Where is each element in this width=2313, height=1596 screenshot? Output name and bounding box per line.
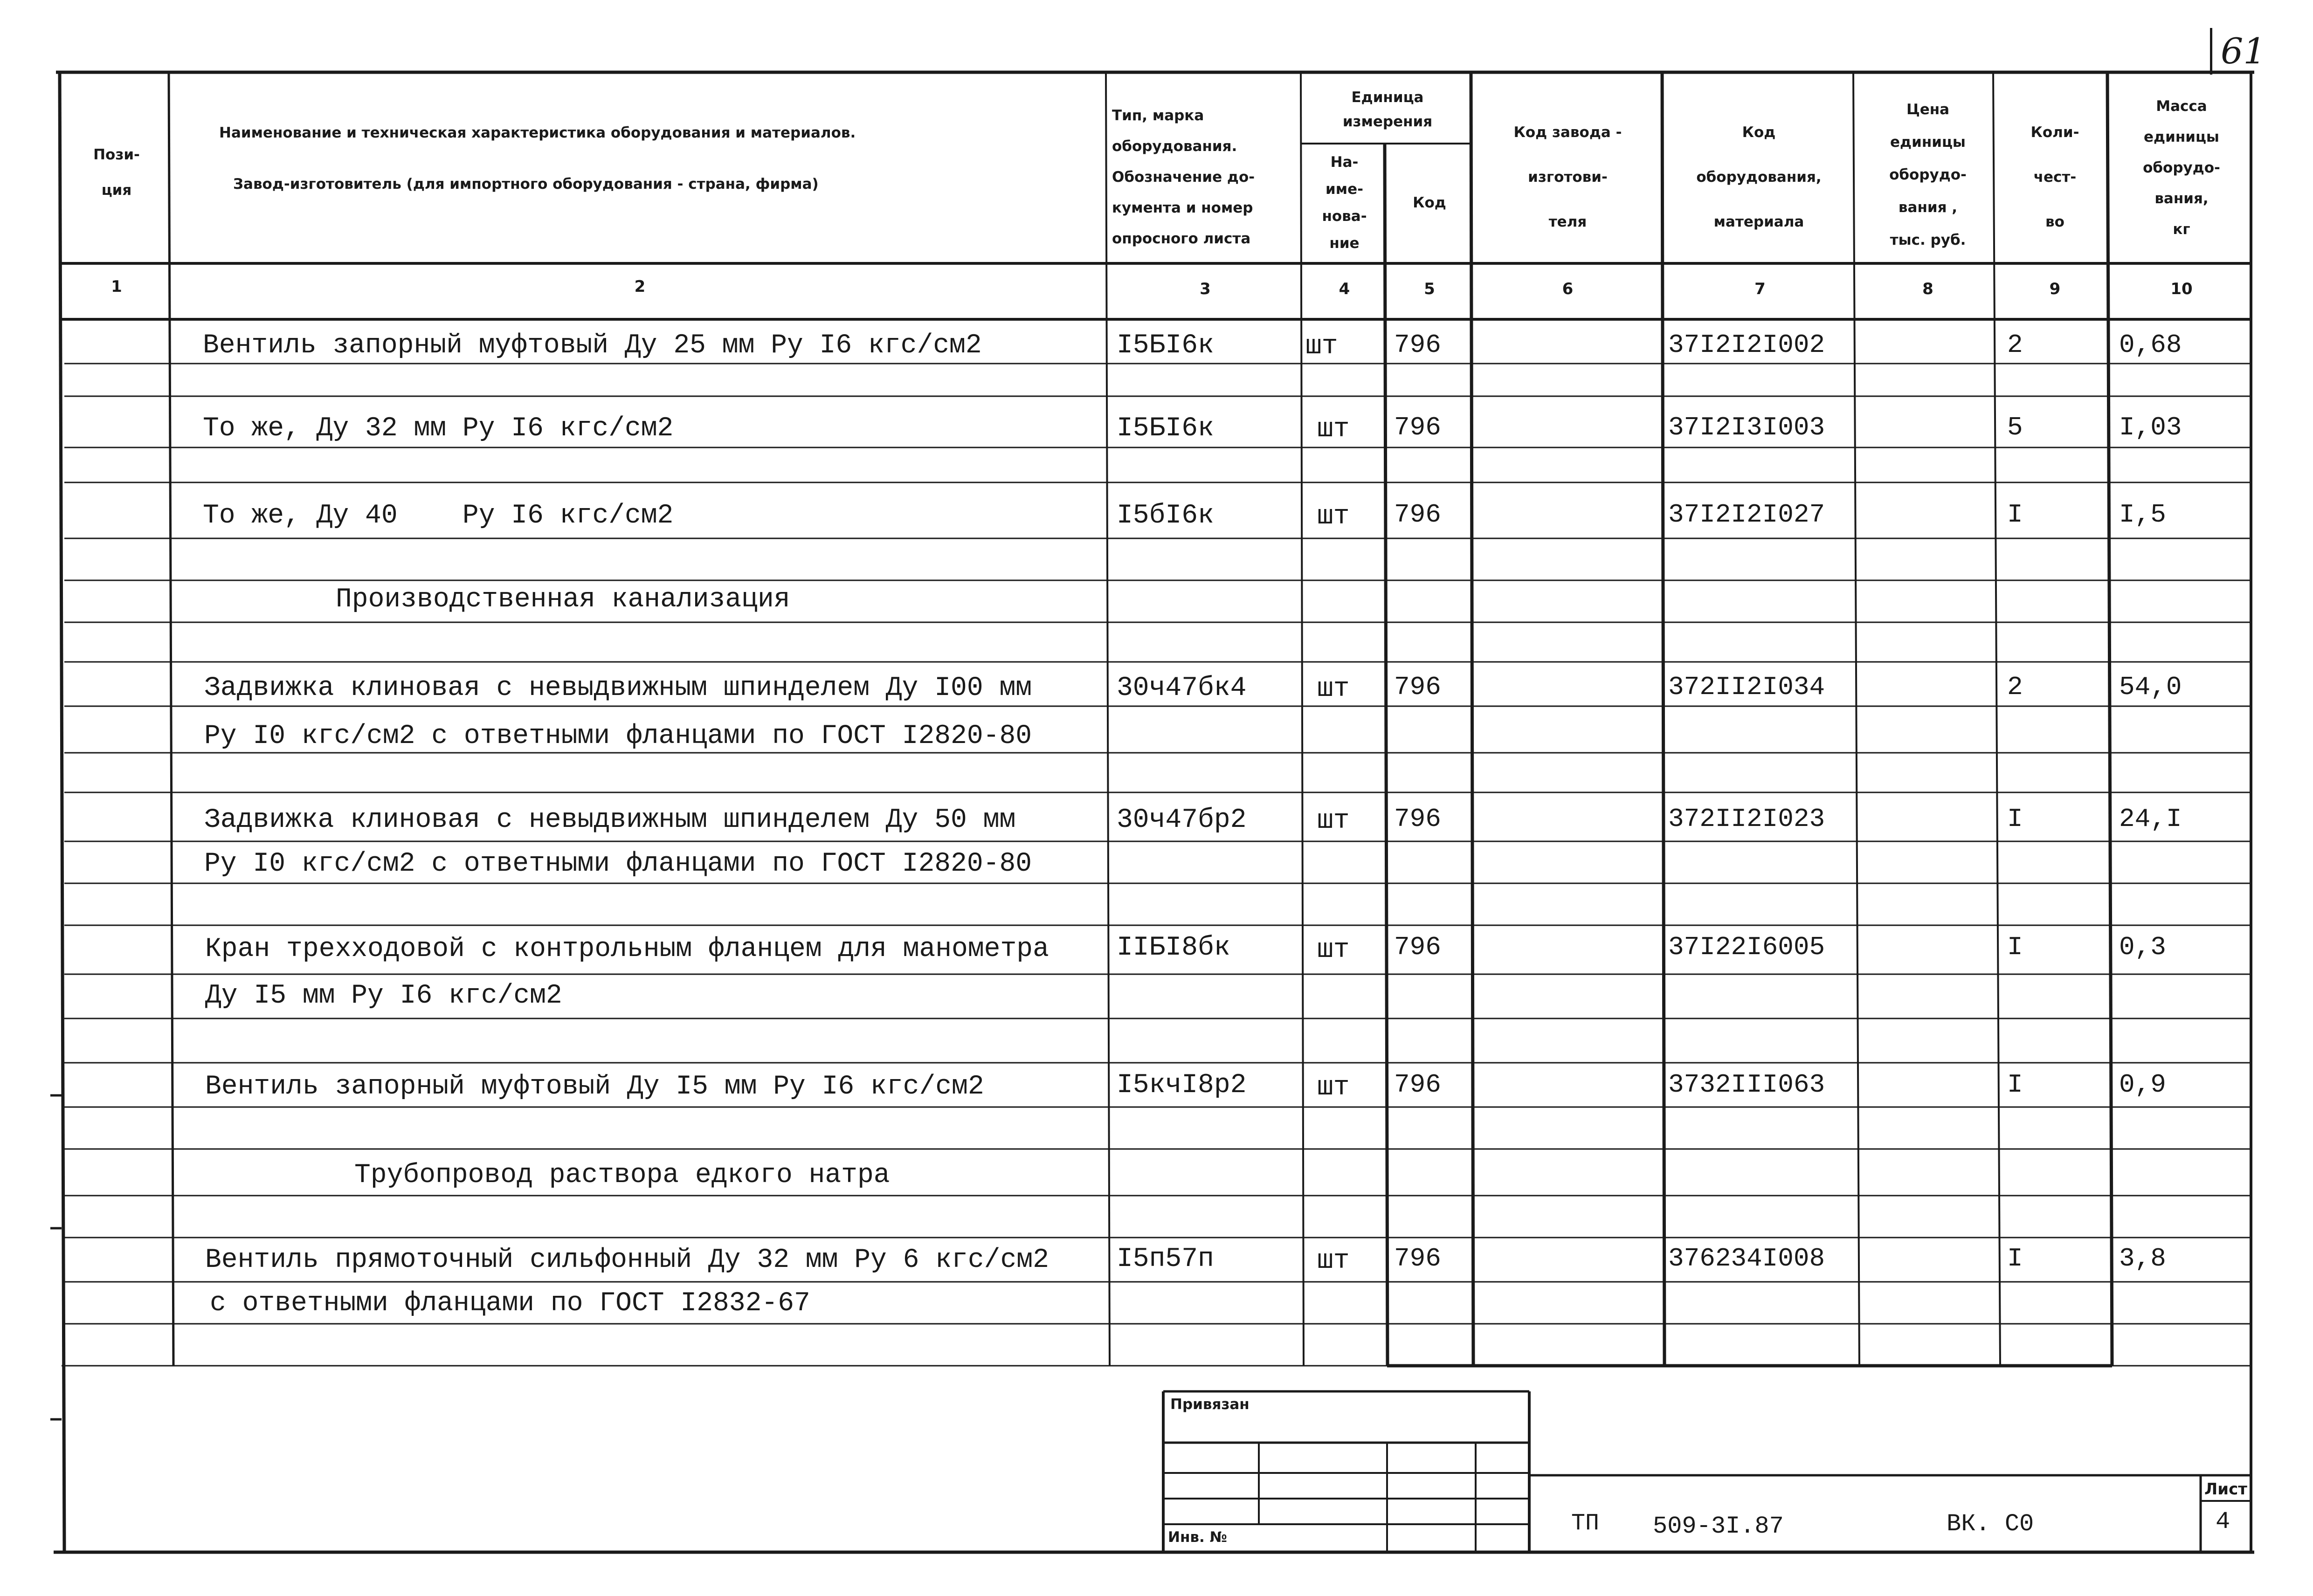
header-name-line2: Завод-изготовитель (для импортного оборудования - страна, фирма) <box>233 176 819 193</box>
table-row-quantity: I <box>2007 804 2023 834</box>
table-row-equipment-code: 372II2I034 <box>1668 672 1825 702</box>
colno-1: 1 <box>111 277 122 296</box>
table-row-unit: шт <box>1317 414 1350 445</box>
section-heading: Трубопровод раствора едкого натра <box>354 1160 890 1190</box>
table-row-unit-code: 796 <box>1394 804 1441 834</box>
table-row-quantity: 2 <box>2007 672 2023 702</box>
table-row-unit-code: 796 <box>1394 330 1441 360</box>
table-row-unit: шт <box>1317 806 1350 836</box>
table-row-name-continued: Ру I0 кгс/см2 с ответными фланцами по ГОСТ I2820-80 <box>204 721 1032 751</box>
table-row-type: I5п57п <box>1117 1244 1214 1274</box>
table-row-quantity: 2 <box>2007 330 2023 360</box>
table-row-unit-code: 796 <box>1394 413 1441 442</box>
table-row-equipment-code: 3732III063 <box>1668 1070 1825 1100</box>
sheet-number-value: 4 <box>2216 1508 2230 1535</box>
table-row-name: Вентиль запорный муфтовый Ду I5 мм Ру I6 кгс/см2 <box>205 1072 984 1102</box>
title-block-section-code: ВК. С0 <box>1947 1510 2034 1538</box>
table-row-mass: I,03 <box>2119 413 2182 442</box>
table-row-mass: 0,3 <box>2119 932 2166 962</box>
stamp-inventory-label: Инв. № <box>1168 1529 1227 1546</box>
header-unit-mass: Масса единицы оборудо- вания, кг <box>2143 98 2220 238</box>
header-unit-code: Код <box>1413 194 1446 211</box>
table-row-name-continued: с ответными фланцами по ГОСТ I2832-67 <box>210 1288 810 1319</box>
table-row-quantity: I <box>2007 932 2023 962</box>
table-row-quantity: I <box>2007 1070 2023 1100</box>
table-row-quantity: I <box>2007 500 2023 530</box>
stamp-bound-label: Привязан <box>1170 1396 1250 1413</box>
table-row-mass: 24,I <box>2119 804 2182 834</box>
table-row-equipment-code: 37I2I2I027 <box>1668 500 1825 530</box>
header-quantity: Коли- чест- во <box>2030 124 2079 230</box>
table-row-name: То же, Ду 32 мм Ру I6 кгс/см2 <box>203 413 674 444</box>
colno-5: 5 <box>1424 280 1435 298</box>
table-row-unit: шт <box>1317 674 1350 704</box>
table-row-type: I5БI6к <box>1117 413 1214 444</box>
header-factory-code: Код завода - изготови- теля <box>1513 124 1622 230</box>
table-row-name: Кран трехходовой с контрольным фланцем для манометра <box>205 934 1049 964</box>
table-row-name: Задвижка клиновая с невыдвижным шпинделем Ду I00 мм <box>204 673 1032 703</box>
table-row-unit: шт <box>1317 935 1350 965</box>
colno-3: 3 <box>1200 280 1211 298</box>
table-row-type: I5кчI8р2 <box>1117 1070 1247 1101</box>
table-row-quantity: I <box>2007 1244 2023 1273</box>
table-row-name: Задвижка клиновая с невыдвижным шпинделем Ду 50 мм <box>204 805 1016 835</box>
corner-sheet-number: 61 <box>2210 28 2281 75</box>
table-row-unit: шт <box>1317 502 1350 532</box>
table-row-equipment-code: 37I22I6005 <box>1668 932 1825 962</box>
colno-8: 8 <box>1922 280 1933 298</box>
header-name-line1: Наименование и техническая характеристика оборудования и материалов. <box>219 124 856 141</box>
table-row-unit: шт <box>1305 331 1338 362</box>
table-row-equipment-code: 376234I008 <box>1668 1244 1825 1273</box>
table-row-equipment-code: 37I2I3I003 <box>1668 413 1825 442</box>
colno-9: 9 <box>2049 280 2061 298</box>
colno-10: 10 <box>2170 280 2193 298</box>
table-row-type: IIБI8бк <box>1117 933 1230 963</box>
table-row-unit-code: 796 <box>1394 1070 1441 1100</box>
table-row-name: Вентиль прямоточный сильфонный Ду 32 мм Ру 6 кгс/см2 <box>205 1245 1049 1275</box>
table-row-mass: 0,68 <box>2119 330 2182 360</box>
section-heading: Производственная канализация <box>336 585 790 615</box>
table-row-mass: I,5 <box>2119 500 2166 530</box>
title-block-prefix: ТП <box>1571 1510 1600 1537</box>
table-row-mass: 0,9 <box>2119 1070 2166 1100</box>
sheet-label: Лист <box>2204 1480 2247 1499</box>
table-row-unit: шт <box>1317 1246 1350 1276</box>
header-unit-price: Цена единицы оборудо- вания , тыс. руб. <box>1889 101 1967 248</box>
colno-2: 2 <box>634 277 646 296</box>
table-row-type: 30ч47бр2 <box>1117 805 1247 835</box>
table-row-mass: 3,8 <box>2119 1244 2166 1273</box>
table-row-mass: 54,0 <box>2119 672 2182 702</box>
title-block-document-number: 509-3I.87 <box>1653 1513 1784 1540</box>
table-row-type: 30ч47бк4 <box>1117 673 1247 703</box>
table-row-name: То же, Ду 40 Ру I6 кгс/см2 <box>203 501 674 531</box>
table-row-type: I5БI6к <box>1117 330 1214 361</box>
table-row-unit: шт <box>1317 1073 1350 1103</box>
colno-4: 4 <box>1339 280 1350 298</box>
colno-6: 6 <box>1562 280 1574 298</box>
table-row-unit-code: 796 <box>1394 1244 1441 1273</box>
header-unit: Единица измерения <box>1342 89 1433 130</box>
colno-7: 7 <box>1754 280 1766 298</box>
table-row-unit-code: 796 <box>1394 500 1441 530</box>
table-row-name-continued: Ду I5 мм Ру I6 кгс/см2 <box>205 981 562 1011</box>
table-row-quantity: 5 <box>2007 413 2023 442</box>
table-row-name: Вентиль запорный муфтовый Ду 25 мм Ру I6 кгс/см2 <box>203 330 982 361</box>
table-row-type: I5бI6к <box>1117 501 1214 531</box>
header-equipment-code: Код оборудования, материала <box>1696 124 1822 230</box>
table-row-equipment-code: 37I2I2I002 <box>1668 330 1825 360</box>
table-row-equipment-code: 372II2I023 <box>1668 804 1825 834</box>
header-unit-name: На- име- нова- ние <box>1322 154 1367 252</box>
table-row-unit-code: 796 <box>1394 672 1441 702</box>
table-row-unit-code: 796 <box>1394 932 1441 962</box>
header-position: Пози- ция <box>93 146 140 199</box>
header-type: Тип, марка оборудования. Обозначение до- кумента и номер опросного листа <box>1112 107 1255 247</box>
table-row-name-continued: Ру I0 кгс/см2 с ответными фланцами по ГОСТ I2820-80 <box>204 849 1032 879</box>
